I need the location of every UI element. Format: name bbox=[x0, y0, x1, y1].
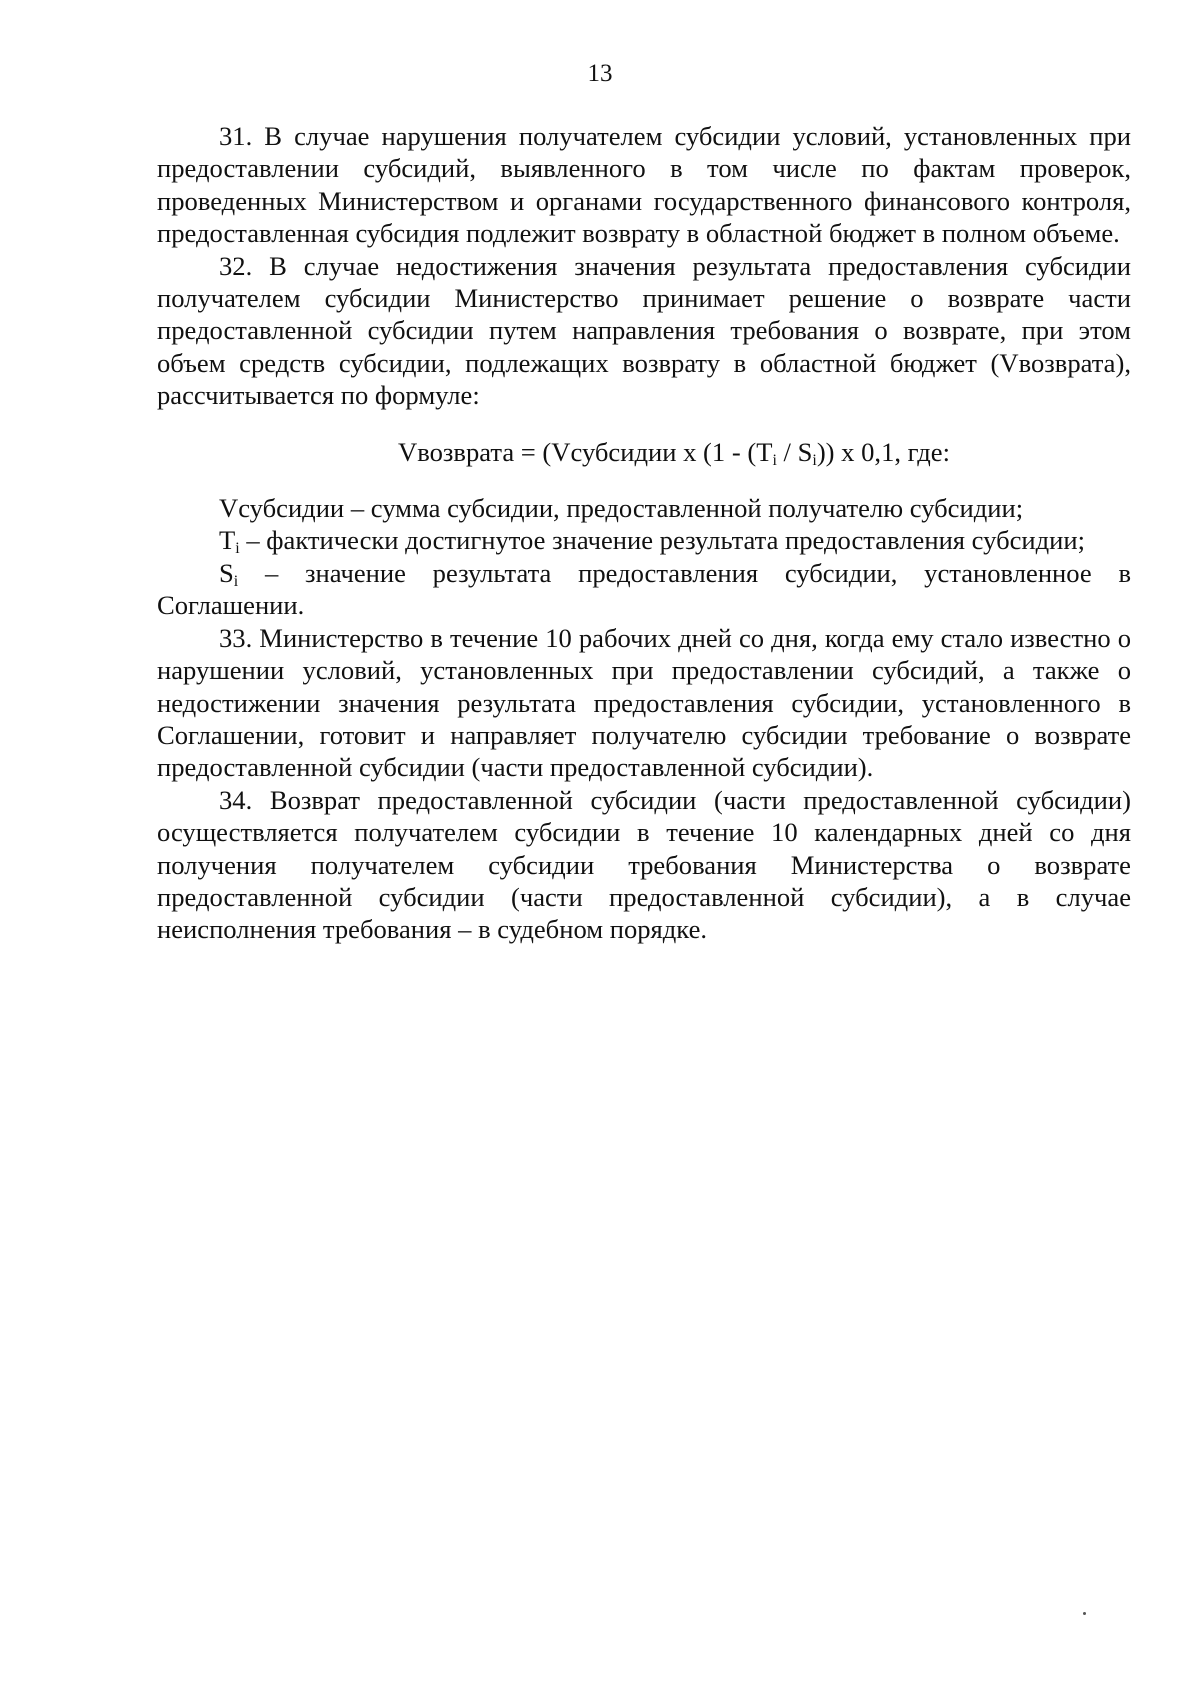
formula-part-1: Vвозврата = (Vсубсидии x (1 - (T bbox=[398, 436, 773, 467]
scan-speck bbox=[1083, 1612, 1086, 1615]
definition-s bbox=[157, 557, 1131, 622]
paragraph-34: 34. Возврат предоставленной субсидии (части предоставленной субсидии) осуществляется получателем субсидии в течение 10 календарных дней со дня получения получателем субсидии требования Министерства о возврате предоставленной субсидии (части предоставленной субсидии), а в случае неисполнения требования – в судебном порядке. bbox=[157, 784, 1131, 945]
definition-t-text: – фактически достигнутое значение результата предоставления субсидии; bbox=[239, 525, 1086, 556]
definition-s-subscript: i bbox=[233, 572, 239, 590]
definition-t bbox=[157, 524, 1131, 556]
paragraph-31: 31. В случае нарушения получателем субсидии условий, установленных при предоставлении субсидий, выявленного в том числе по фактам проверок, проведенных Министерством и органами государственного финансового контроля, предоставленная субсидия подлежит возврату в областной бюджет в полном объеме. bbox=[157, 121, 1131, 249]
formula-subscript-t: i bbox=[772, 451, 777, 469]
page-number: 13 bbox=[587, 60, 613, 87]
definition-v-subsidy: Vсубсидии – сумма субсидии, предоставленной получателю субсидии; bbox=[219, 493, 1024, 524]
definition-t-symbol: T bbox=[219, 525, 236, 556]
definition-t-subscript: i bbox=[235, 540, 240, 558]
paragraph-32: 32. В случае недостижения значения результата предоставления субсидии получателем субсидии Министерство принимает решение о возврате части предоставленной субсидии путем направления требования о возврате, при этом объем средств субсидии, подлежащих возврату в областной бюджет (Vвозврата), рассчитывается по формуле: bbox=[157, 250, 1131, 411]
formula-part-3: )) x 0,1, где: bbox=[816, 436, 950, 467]
definition-s-text: – значение результата предоставления субсидии, установленное в Соглашении. bbox=[157, 557, 1131, 621]
formula-part-2: / S bbox=[776, 436, 813, 467]
return-amount-formula bbox=[157, 436, 1131, 468]
paragraph-33: 33. Министерство в течение 10 рабочих дней со дня, когда ему стало известно о нарушении условий, установленных при предоставлении субсидий, а также о недостижении значения результата предоставления субсидии, установленного в Соглашении, готовит и направляет получателю субсидии требование о возврате предоставленной субсидии (части предоставленной субсидии). bbox=[157, 622, 1131, 783]
formula-subscript-s: i bbox=[812, 451, 817, 469]
document-body bbox=[157, 120, 1131, 946]
definition-s-symbol: S bbox=[219, 557, 234, 588]
